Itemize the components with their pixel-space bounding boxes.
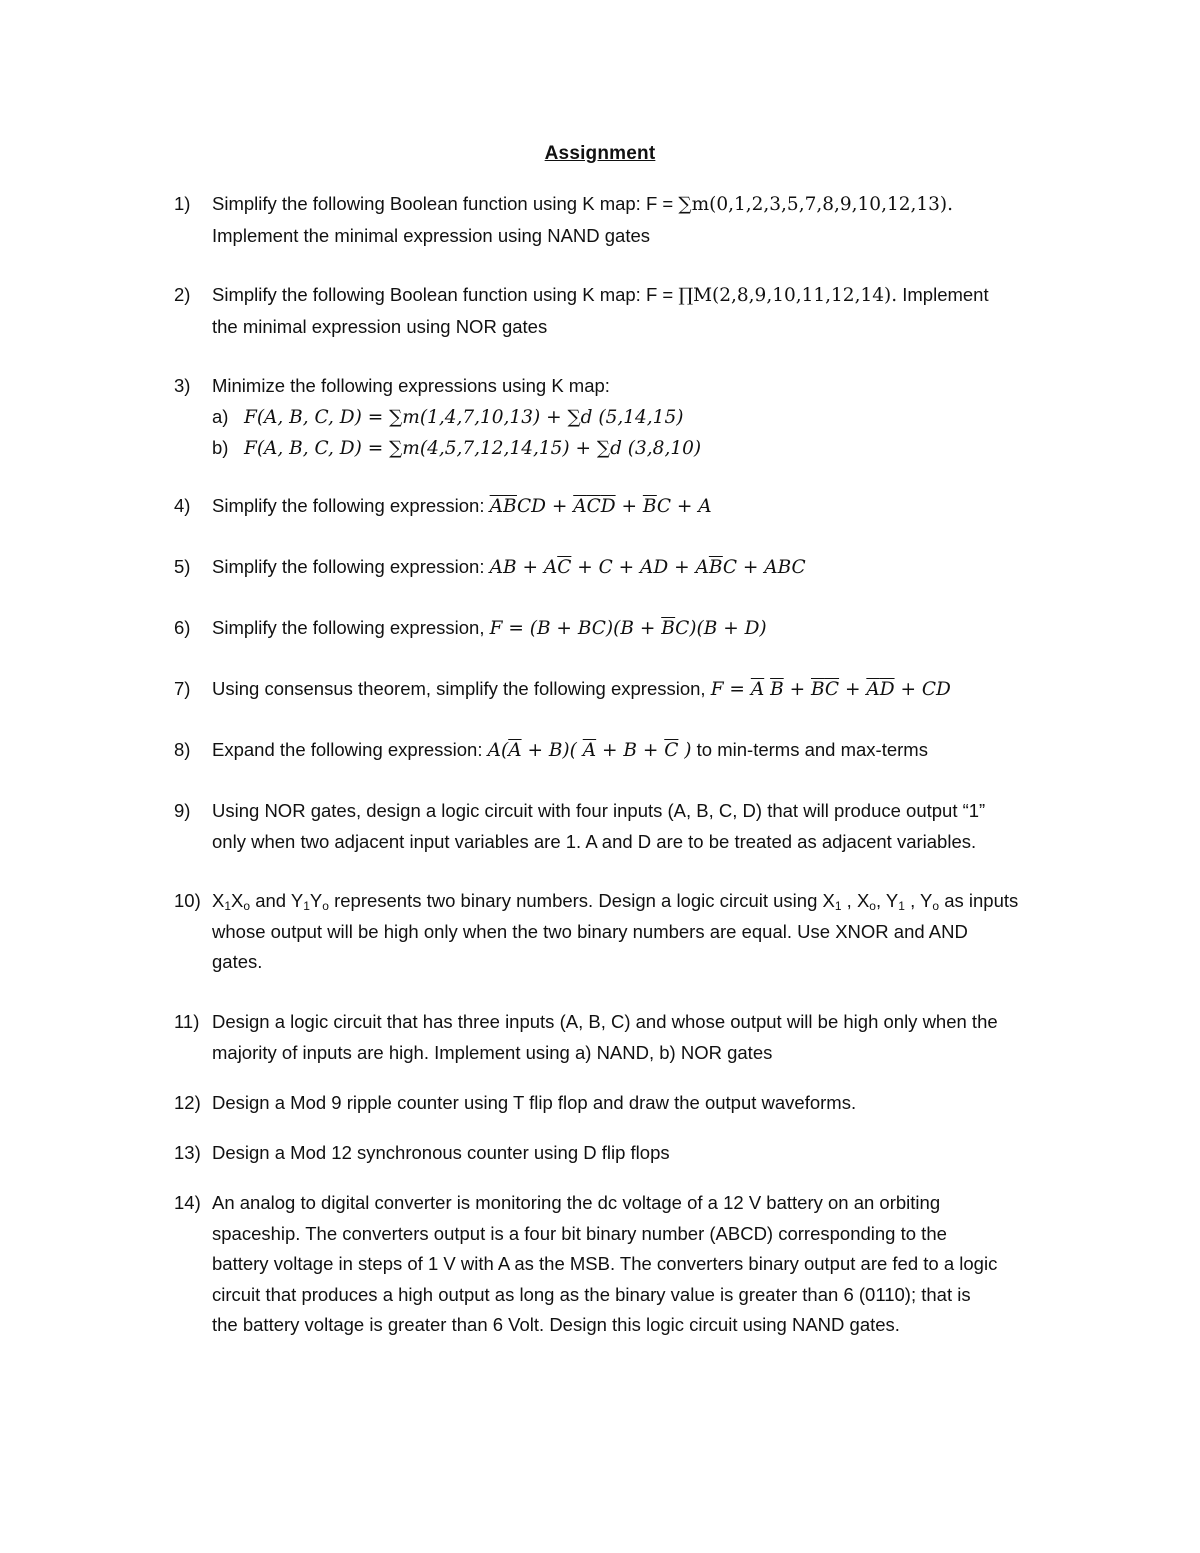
- question-text: Simplify the following expression, $F = (B + BC)(B + \overline{B}C)(B + D)$: [212, 617, 767, 639]
- sub-question-a: a) F(A, B, C, D) = ∑m(1,4,7,10,13) + ∑d (5,14,15): [212, 405, 684, 428]
- math-expression: F(A, B, C, D) = ∑m(4,5,7,12,14,15) + ∑d (3,8,10): [244, 438, 702, 459]
- question-number: 9): [174, 800, 191, 821]
- question-text: the battery voltage is greater than 6 Volt. Design this logic circuit using NAND gates.: [212, 1314, 900, 1335]
- question-text: Minimize the following expressions using K map:: [212, 375, 610, 396]
- question-text: Design a Mod 12 synchronous counter using D flip flops: [212, 1142, 670, 1163]
- question-4: [174, 491, 1060, 523]
- question-text: the minimal expression using NOR gates: [212, 315, 548, 337]
- question-number: 4): [174, 495, 191, 516]
- question-number: 11): [174, 1011, 200, 1032]
- question-text: circuit that produces a high output as long as the binary value is greater than 6 (0110); that is: [212, 1283, 971, 1305]
- question-8: [174, 735, 1060, 767]
- question-number: 1): [174, 193, 191, 214]
- question-number: 2): [174, 284, 191, 305]
- math-expression: $\overline{A}\overline{B}CD + \overline{A}\overline{C}\overline{D} + \overline{B}C + A$: [489, 496, 712, 517]
- question-number: 6): [174, 617, 191, 638]
- question-text: Using NOR gates, design a logic circuit with four inputs (A, B, C, D) that will produce output “1”: [212, 800, 986, 821]
- question-number: 8): [174, 739, 191, 760]
- question-number: 5): [174, 556, 191, 577]
- question-text: Design a Mod 9 ripple counter using T flip flop and draw the output waveforms.: [212, 1092, 857, 1113]
- question-text: majority of inputs are high. Implement using a) NAND, b) NOR gates: [212, 1041, 773, 1063]
- sub-question-b: b) F(A, B, C, D) = ∑m(4,5,7,12,14,15) + ∑d (3,8,10): [212, 437, 702, 459]
- question-5: [174, 552, 1060, 584]
- question-3: [174, 371, 1060, 465]
- question-number: 12): [174, 1092, 201, 1113]
- question-text: Using consensus theorem, simplify the following expression, $F = \overline{A}$ $\overline{B} + \overline{B}\overline{C} + \overline{A}\overline{D}$ + CD: [212, 678, 951, 700]
- question-11: [174, 1007, 1060, 1068]
- question-text: Simplify the following Boolean function using K map: F = ∑m(0,1,2,3,5,7,8,9,10,12,13).: [212, 193, 954, 215]
- question-text: spaceship. The converters output is a four bit binary number (ABCD) corresponding to the: [212, 1222, 947, 1244]
- math-expression: $F = (B + BC)(B + \overline{B}C)(B + D)$: [489, 618, 767, 639]
- question-number: 14): [174, 1192, 201, 1213]
- question-12: [174, 1088, 1060, 1119]
- math-expression: $F = \overline{A}$ $\overline{B} + \overline{B}\overline{C} + \overline{A}\overline{D}$ + CD: [710, 679, 951, 700]
- question-13: [174, 1138, 1060, 1169]
- question-text: Design a logic circuit that has three inputs (A, B, C) and whose output will be high only when the: [212, 1011, 998, 1032]
- question-text: Implement the minimal expression using NAND gates: [212, 224, 651, 246]
- question-10: [174, 886, 1060, 978]
- question-text: Expand the following expression: $A(\overline{A} + B)$( $\overline{A} + B + \overline{C}$ ) to min-terms and max-terms: [212, 739, 928, 761]
- question-text: Simplify the following expression: $\overline{A}\overline{B}CD + \overline{A}\overline{C}\overline{D} + \overline{B}C + A$: [212, 495, 712, 517]
- question-number: 10): [174, 890, 201, 911]
- question-text: only when two adjacent input variables are 1. A and D are to be treated as adjacent variables.: [212, 830, 977, 852]
- question-1: [174, 189, 1060, 251]
- question-text: battery voltage in steps of 1 V with A as the MSB. The converters binary output are fed to a logic: [212, 1253, 998, 1274]
- math-expression: AB + $A\overline{C} + C$ + AD + $A\overline{B}C$ + ABC: [489, 557, 806, 578]
- question-9: [174, 796, 1060, 857]
- page-title: Assignment: [544, 143, 656, 164]
- question-6: [174, 613, 1060, 645]
- question-number: 7): [174, 678, 191, 699]
- math-expression: $A(\overline{A} + B)$( $\overline{A} + B + \overline{C}$ ): [487, 740, 692, 761]
- question-2: [174, 280, 1060, 342]
- question-text: gates.: [212, 951, 263, 972]
- question-number: 13): [174, 1142, 201, 1163]
- question-text: An analog to digital converter is monitoring the dc voltage of a 12 V battery on an orbiting: [212, 1192, 941, 1213]
- question-text: whose output will be high only when the two binary numbers are equal. Use XNOR and AND: [212, 920, 968, 942]
- question-number: 3): [174, 375, 191, 396]
- question-text: Simplify the following Boolean function using K map: F = ∏M(2,8,9,10,11,12,14). Implement: [212, 284, 989, 306]
- math-expression: F(A, B, C, D) = ∑m(1,4,7,10,13) + ∑d (5,14,15): [244, 406, 684, 428]
- question-text: $X_1X_o$ and $Y_1Y_o$ represents two binary numbers. Design a logic circuit using $X_1$ , $X_o$, $Y_1$ , $Y_o$ as inputs: [212, 890, 1019, 913]
- question-7: [174, 674, 1060, 706]
- question-text: Simplify the following expression: AB + $A\overline{C} + C$ + AD + $A\overline{B}C$ + ABC: [212, 556, 806, 578]
- question-14: [174, 1188, 1060, 1341]
